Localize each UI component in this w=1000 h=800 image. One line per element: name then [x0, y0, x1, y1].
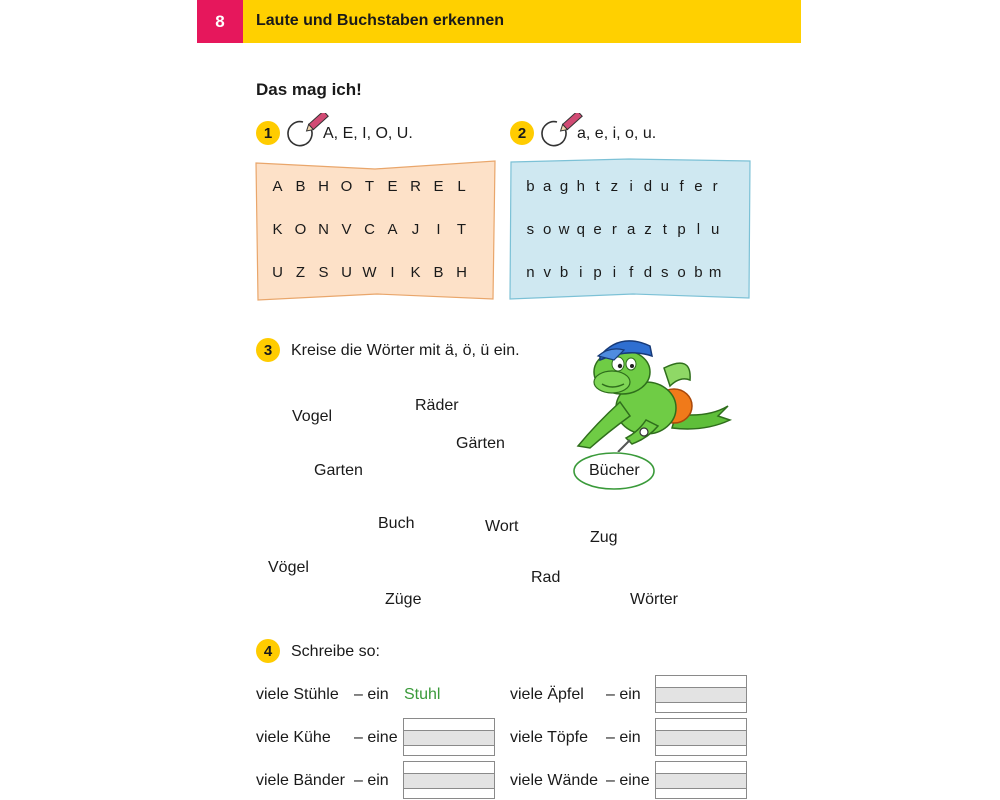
word[interactable]: Gärten [456, 435, 505, 452]
task-1-instruction: A, E, I, O, U. [323, 125, 413, 142]
letter[interactable]: d [643, 264, 653, 281]
plural-word: viele Stühle [256, 686, 339, 703]
letter[interactable]: H [318, 178, 329, 195]
letter[interactable]: K [272, 221, 283, 238]
section-title: Das mag ich! [256, 80, 362, 99]
letter[interactable]: u [660, 178, 669, 195]
word[interactable]: Vögel [268, 559, 309, 576]
article: – ein [606, 729, 641, 746]
letter[interactable]: b [526, 178, 535, 195]
article: – ein [354, 686, 389, 703]
plural-word: viele Kühe [256, 729, 331, 746]
article: – eine [354, 729, 398, 746]
task-4-instruction: Schreibe so: [291, 643, 380, 660]
word[interactable]: Wörter [630, 591, 678, 608]
task-2-badge: 2 [510, 121, 534, 145]
letter[interactable]: A [272, 178, 283, 195]
word-circled[interactable]: Bücher [589, 462, 640, 479]
letter[interactable]: I [436, 221, 441, 238]
answer-field[interactable] [403, 718, 495, 756]
letter[interactable]: B [433, 264, 444, 281]
plural-word: viele Äpfel [510, 686, 584, 703]
task-1-row [266, 264, 473, 307]
task-4-badge: 4 [256, 639, 280, 663]
answer-field[interactable] [403, 761, 495, 799]
letter[interactable]: z [610, 178, 619, 195]
answer-field[interactable] [655, 675, 747, 713]
page-title: Laute und Buchstaben erkennen [256, 12, 505, 29]
task-1-grid [266, 178, 473, 307]
letter[interactable]: I [390, 264, 395, 281]
letter[interactable]: O [340, 178, 353, 195]
word[interactable]: Zug [590, 529, 618, 546]
task-3-instruction: Kreise die Wörter mit ä, ö, ü ein. [291, 342, 520, 359]
letter[interactable]: a [627, 221, 636, 238]
letter[interactable]: E [433, 178, 444, 195]
letter[interactable]: p [677, 221, 686, 238]
dragon-illustration [568, 328, 734, 452]
task-2-grid [522, 178, 724, 307]
letter[interactable]: r [611, 221, 617, 238]
letter[interactable]: a [543, 178, 552, 195]
article: – ein [354, 772, 389, 789]
letter[interactable]: A [387, 221, 398, 238]
word[interactable]: Rad [531, 569, 561, 586]
task-1-row [266, 221, 473, 264]
task-2-instruction: a, e, i, o, u. [577, 125, 657, 142]
letter[interactable]: t [595, 178, 600, 195]
word[interactable]: Räder [415, 397, 459, 414]
task-2-row [522, 178, 724, 221]
letter[interactable]: v [543, 264, 551, 281]
letter[interactable]: E [387, 178, 398, 195]
letter[interactable]: C [364, 221, 375, 238]
answer-field[interactable] [655, 761, 747, 799]
letter[interactable]: n [526, 264, 535, 281]
task-2-row [522, 264, 724, 307]
page-number: 8 [197, 0, 243, 43]
letter[interactable]: f [629, 264, 634, 281]
letter[interactable]: N [318, 221, 329, 238]
letter[interactable]: z [644, 221, 652, 238]
letter[interactable]: L [457, 178, 466, 195]
letter[interactable]: q [576, 221, 585, 238]
article: – eine [606, 772, 650, 789]
letter[interactable]: b [694, 264, 703, 281]
letter[interactable]: i [612, 264, 617, 281]
task-1-row [266, 178, 473, 221]
letter[interactable]: g [559, 178, 569, 195]
answer-field[interactable] [655, 718, 747, 756]
letter[interactable]: o [543, 221, 552, 238]
task-1-badge: 1 [256, 121, 280, 145]
letter[interactable]: T [364, 178, 375, 195]
letter[interactable]: Z [295, 264, 306, 281]
letter[interactable]: d [643, 178, 653, 195]
word[interactable]: Züge [385, 591, 422, 608]
letter[interactable]: e [694, 178, 703, 195]
letter[interactable]: W [362, 264, 377, 281]
task-2-row [522, 221, 724, 264]
letter[interactable]: V [341, 221, 352, 238]
example-answer: Stuhl [404, 686, 441, 703]
letter[interactable]: K [410, 264, 421, 281]
letter[interactable]: m [708, 264, 722, 281]
letter[interactable]: i [579, 264, 583, 281]
word[interactable]: Wort [485, 518, 519, 535]
letter[interactable]: o [677, 264, 686, 281]
letter[interactable]: f [679, 178, 684, 195]
letter[interactable]: s [526, 221, 535, 238]
word[interactable]: Buch [378, 515, 415, 532]
plural-word: viele Bänder [256, 772, 345, 789]
letter[interactable]: r [712, 178, 718, 195]
letter[interactable]: J [411, 221, 420, 238]
letter[interactable]: R [410, 178, 421, 195]
letter[interactable]: B [295, 178, 306, 195]
letter[interactable]: O [294, 221, 307, 238]
letter[interactable]: t [662, 221, 667, 238]
letter[interactable]: i [629, 178, 633, 195]
letter[interactable]: S [318, 264, 329, 281]
letter[interactable]: T [456, 221, 467, 238]
letter[interactable]: l [696, 221, 701, 238]
letter[interactable]: p [593, 264, 602, 281]
letter[interactable]: u [710, 221, 720, 238]
task-3-badge: 3 [256, 338, 280, 362]
word[interactable]: Garten [314, 462, 363, 479]
letter[interactable]: h [576, 178, 585, 195]
word[interactable]: Vogel [292, 408, 333, 425]
letter[interactable]: e [593, 221, 602, 238]
letter[interactable]: U [272, 264, 283, 281]
plural-word: viele Töpfe [510, 729, 588, 746]
letter[interactable]: b [559, 264, 569, 281]
article: – ein [606, 686, 641, 703]
plural-word: viele Wände [510, 772, 599, 789]
letter[interactable]: H [456, 264, 467, 281]
letter[interactable]: s [661, 264, 669, 281]
letter[interactable]: w [558, 221, 570, 238]
letter[interactable]: U [341, 264, 352, 281]
